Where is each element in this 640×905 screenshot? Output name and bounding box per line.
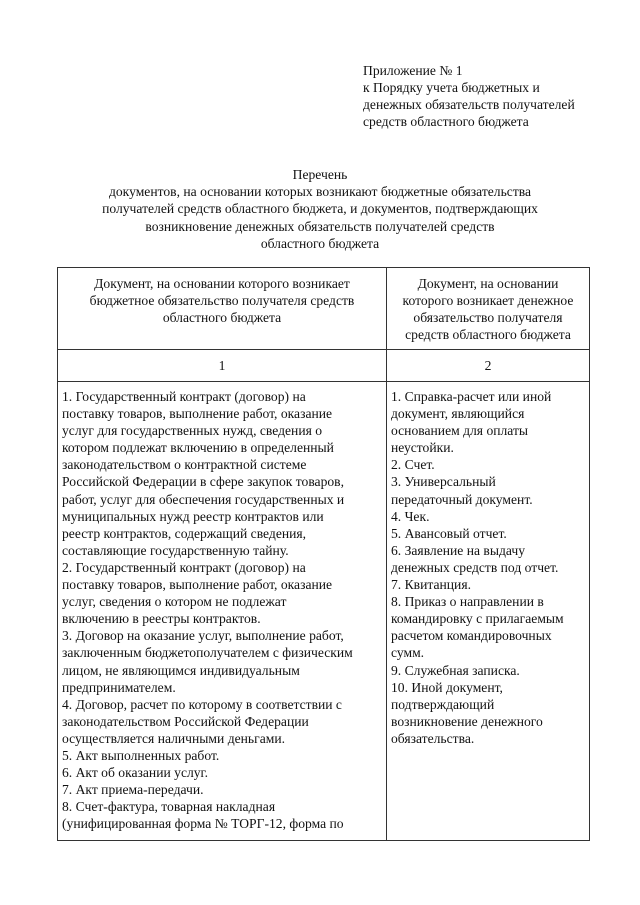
appendix-line: средств областного бюджета	[363, 114, 529, 129]
heading-line: Перечень	[292, 167, 348, 182]
table-header-row	[58, 268, 590, 350]
cell-text-line: лицом, не являющимся индивидуальным	[62, 662, 300, 678]
cell-text-line: работ, услуг для обеспечения государственных и	[62, 491, 345, 507]
cell-text-line: 8. Счет-фактура, товарная накладная	[62, 799, 276, 815]
column-1-content	[58, 382, 387, 841]
cell-text-line: 9. Служебная записка.	[391, 662, 520, 678]
cell-text-line: подтверждающий	[391, 696, 495, 712]
cell-text-line: основанием для оплаты	[391, 423, 529, 439]
cell-text-line: документ, являющийся	[391, 406, 525, 422]
cell-text-line: реестр контрактов, содержащий сведения,	[62, 525, 307, 541]
heading-line: документов, на основании которых возникают бюджетные обязательства	[108, 184, 532, 200]
heading-line: областного бюджета	[260, 235, 380, 251]
cell-text-line: осуществляется наличными деньгами.	[62, 730, 286, 746]
cell-text-line: расчетом командировочных	[391, 628, 552, 644]
cell-text-line: обязательства.	[391, 730, 475, 746]
documents-table	[57, 267, 590, 841]
column-2-header	[387, 268, 590, 350]
table-body-row	[58, 382, 590, 841]
header-line: которого возникает денежное	[402, 293, 574, 309]
cell-text-line: денежных средств под отчет.	[391, 559, 559, 575]
appendix-line: к Порядку учета бюджетных и	[363, 80, 540, 95]
cell-text-line: (унифицированная форма № ТОРГ-12, форма по	[62, 816, 344, 832]
appendix-line: Приложение № 1	[363, 63, 463, 78]
appendix-line: денежных обязательств получателей	[363, 97, 575, 112]
cell-text-line: 7. Квитанция.	[391, 577, 471, 593]
cell-text-line: 2. Счет.	[391, 457, 435, 473]
cell-text-line: поставку товаров, выполнение работ, оказание	[62, 577, 333, 593]
table-number-row	[58, 350, 590, 382]
column-1-number: 1	[58, 350, 387, 382]
cell-text-line: заключенным бюджетополучателем с физическим	[62, 645, 353, 661]
cell-text-line: предпринимателем.	[62, 679, 176, 695]
cell-text-line: составляющие государственную тайну.	[62, 542, 289, 558]
heading-line: возникновение денежных обязательств получателей средств	[145, 218, 495, 234]
cell-text-line: сумм.	[391, 645, 425, 661]
cell-text-line: 6. Заявление на выдачу	[391, 542, 526, 558]
cell-text-line: 6. Акт об оказании услуг.	[62, 765, 208, 781]
cell-text-line: 3. Договор на оказание услуг, выполнение работ,	[62, 628, 344, 644]
header-line: бюджетное обязательство получателя средств	[89, 293, 355, 309]
cell-text-line: 3. Универсальный	[391, 474, 496, 490]
cell-text-line: 1. Государственный контракт (договор) на	[62, 389, 306, 404]
header-line: Документ, на основании	[417, 276, 559, 291]
header-line: областного бюджета	[162, 310, 282, 326]
cell-text-line: 4. Договор, расчет по которому в соответствии с	[62, 696, 342, 712]
header-line: Документ, на основании которого возникает	[94, 276, 350, 291]
column-2-content	[387, 382, 590, 841]
appendix-block	[363, 62, 633, 130]
cell-text-line: услуг, сведения о котором не подлежат	[62, 594, 287, 610]
cell-text-line: 5. Авансовый отчет.	[391, 525, 507, 541]
document-heading	[40, 166, 600, 252]
heading-line: получателей средств областного бюджета, и документов, подтверждающих	[102, 201, 538, 217]
cell-text-line: муниципальных нужд реестр контрактов или	[62, 508, 324, 524]
cell-text-line: 4. Чек.	[391, 508, 430, 524]
cell-text-line: законодательством о контрактной системе	[62, 457, 307, 473]
cell-text-line: 8. Приказ о направлении в	[391, 594, 544, 610]
header-line: обязательство получателя	[413, 310, 563, 326]
cell-text-line: Российской Федерации в сфере закупок товаров,	[62, 474, 345, 490]
cell-text-line: командировку с прилагаемым	[391, 611, 564, 627]
cell-text-line: поставку товаров, выполнение работ, оказание	[62, 406, 333, 422]
column-2-number: 2	[387, 350, 590, 382]
cell-text-line: 2. Государственный контракт (договор) на	[62, 559, 306, 575]
cell-text-line: возникновение денежного	[391, 713, 543, 729]
cell-text-line: 1. Справка-расчет или иной	[391, 389, 552, 404]
cell-text-line: законодательством Российской Федерации	[62, 713, 309, 729]
cell-text-line: включению в реестры контрактов.	[62, 611, 261, 627]
cell-text-line: котором подлежат включению в определенный	[62, 440, 334, 456]
cell-text-line: услуг для государственных нужд, сведения о	[62, 423, 323, 439]
cell-text-line: 7. Акт приема-передачи.	[62, 782, 204, 798]
header-line: средств областного бюджета	[405, 327, 571, 343]
cell-text-line: 10. Иной документ,	[391, 679, 503, 695]
cell-text-line: 5. Акт выполненных работ.	[62, 747, 220, 763]
cell-text-line: передаточный документ.	[391, 491, 533, 507]
cell-text-line: неустойки.	[391, 440, 454, 456]
column-1-header	[58, 268, 387, 350]
